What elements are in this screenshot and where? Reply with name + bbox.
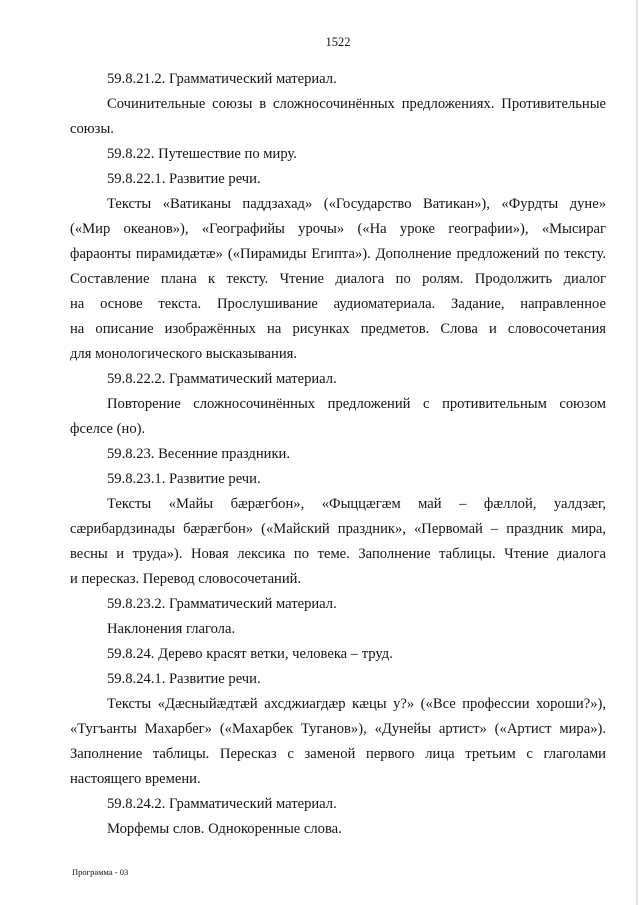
paragraph-line: Составление плана к тексту. Чтение диалога по ролям. Продолжить диалог (70, 271, 606, 287)
paragraph (70, 392, 606, 442)
section-heading (70, 67, 606, 92)
section-heading (70, 467, 606, 492)
paragraph-line: Повторение сложносочинённых предложений с противительным союзом (107, 396, 606, 412)
section-heading (70, 367, 606, 392)
section-heading (70, 142, 606, 167)
paragraph (70, 817, 606, 842)
section-heading (70, 442, 606, 467)
paragraph-line: Сочинительные союзы в сложносочинённых предложениях. Противительные (107, 96, 606, 112)
paragraph-line: весны и труда»). Новая лексика по теме. Заполнение таблицы. Чтение диалога (70, 546, 606, 562)
document-body (70, 67, 606, 842)
paragraph-line: для монологического высказывания. (70, 346, 298, 362)
paragraph-line: фараонты пирамидæтæ» («Пирамиды Египта»). Дополнение предложений по тексту. (70, 246, 606, 262)
section-heading (70, 667, 606, 692)
paragraph-line: Наклонения глагола. (107, 621, 236, 637)
paragraph-line: Морфемы слов. Однокоренные слова. (107, 821, 342, 837)
paragraph-line: «Тугъанты Махарбег» («Махарбек Туганов»), «Дунейы артист» («Артист мира»). (70, 721, 606, 737)
heading-line: 59.8.22.2. Грамматический материал. (107, 371, 337, 387)
paragraph-line: Тексты «Дæсныйæдтæй ахсджиагдæр кæцы у?» («Все профессии хороши?»), (107, 696, 606, 712)
heading-line: 59.8.22. Путешествие по миру. (107, 146, 297, 162)
section-heading (70, 167, 606, 192)
heading-line: 59.8.22.1. Развитие речи. (107, 171, 261, 187)
paragraph-line: на основе текста. Прослушивание аудиоматериала. Задание, направленное (70, 296, 606, 312)
paragraph-line: сæрибардзинады бæрæгбон» («Майский праздник», «Первомай – праздник мира, (70, 521, 606, 537)
paragraph-line: настоящего времени. (70, 771, 201, 787)
heading-line: 59.8.23.1. Развитие речи. (107, 471, 261, 487)
paragraph-line: Заполнение таблицы. Пересказ с заменой первого лица третьим с глаголами (70, 746, 606, 762)
scan-edge (636, 0, 638, 905)
paragraph-line: Тексты «Ватиканы паддзахад» («Государство Ватикан»), «Фурдты дуне» (107, 196, 606, 212)
page-number: 1522 (325, 35, 351, 49)
paragraph-line: фселсе (но). (70, 421, 146, 437)
heading-line: 59.8.24.1. Развитие речи. (107, 671, 261, 687)
paragraph (70, 492, 606, 592)
paragraph-line: союзы. (70, 121, 114, 137)
paragraph-line: («Мир океанов»), «Географийы урочы» («На уроке географии»), «Мысираг (70, 221, 606, 237)
heading-line: 59.8.23. Весенние праздники. (107, 446, 291, 462)
paragraph-line: Тексты «Майы бæрæгбон», «Фыццæгæм май – фæллой, уалдзæг, (107, 496, 606, 512)
paragraph (70, 617, 606, 642)
section-heading (70, 642, 606, 667)
section-heading (70, 592, 606, 617)
section-heading (70, 792, 606, 817)
heading-line: 59.8.24.2. Грамматический материал. (107, 796, 337, 812)
footer-label: Программа - 03 (72, 867, 129, 877)
paragraph (70, 692, 606, 792)
paragraph (70, 92, 606, 142)
heading-line: 59.8.24. Дерево красят ветки, человека – труд. (107, 646, 393, 662)
heading-line: 59.8.23.2. Грамматический материал. (107, 596, 337, 612)
paragraph-line: на описание изображённых на рисунках предметов. Слова и словосочетания (70, 321, 606, 337)
paragraph (70, 192, 606, 367)
paragraph-line: и пересказ. Перевод словосочетаний. (70, 571, 302, 587)
heading-line: 59.8.21.2. Грамматический материал. (107, 71, 337, 87)
